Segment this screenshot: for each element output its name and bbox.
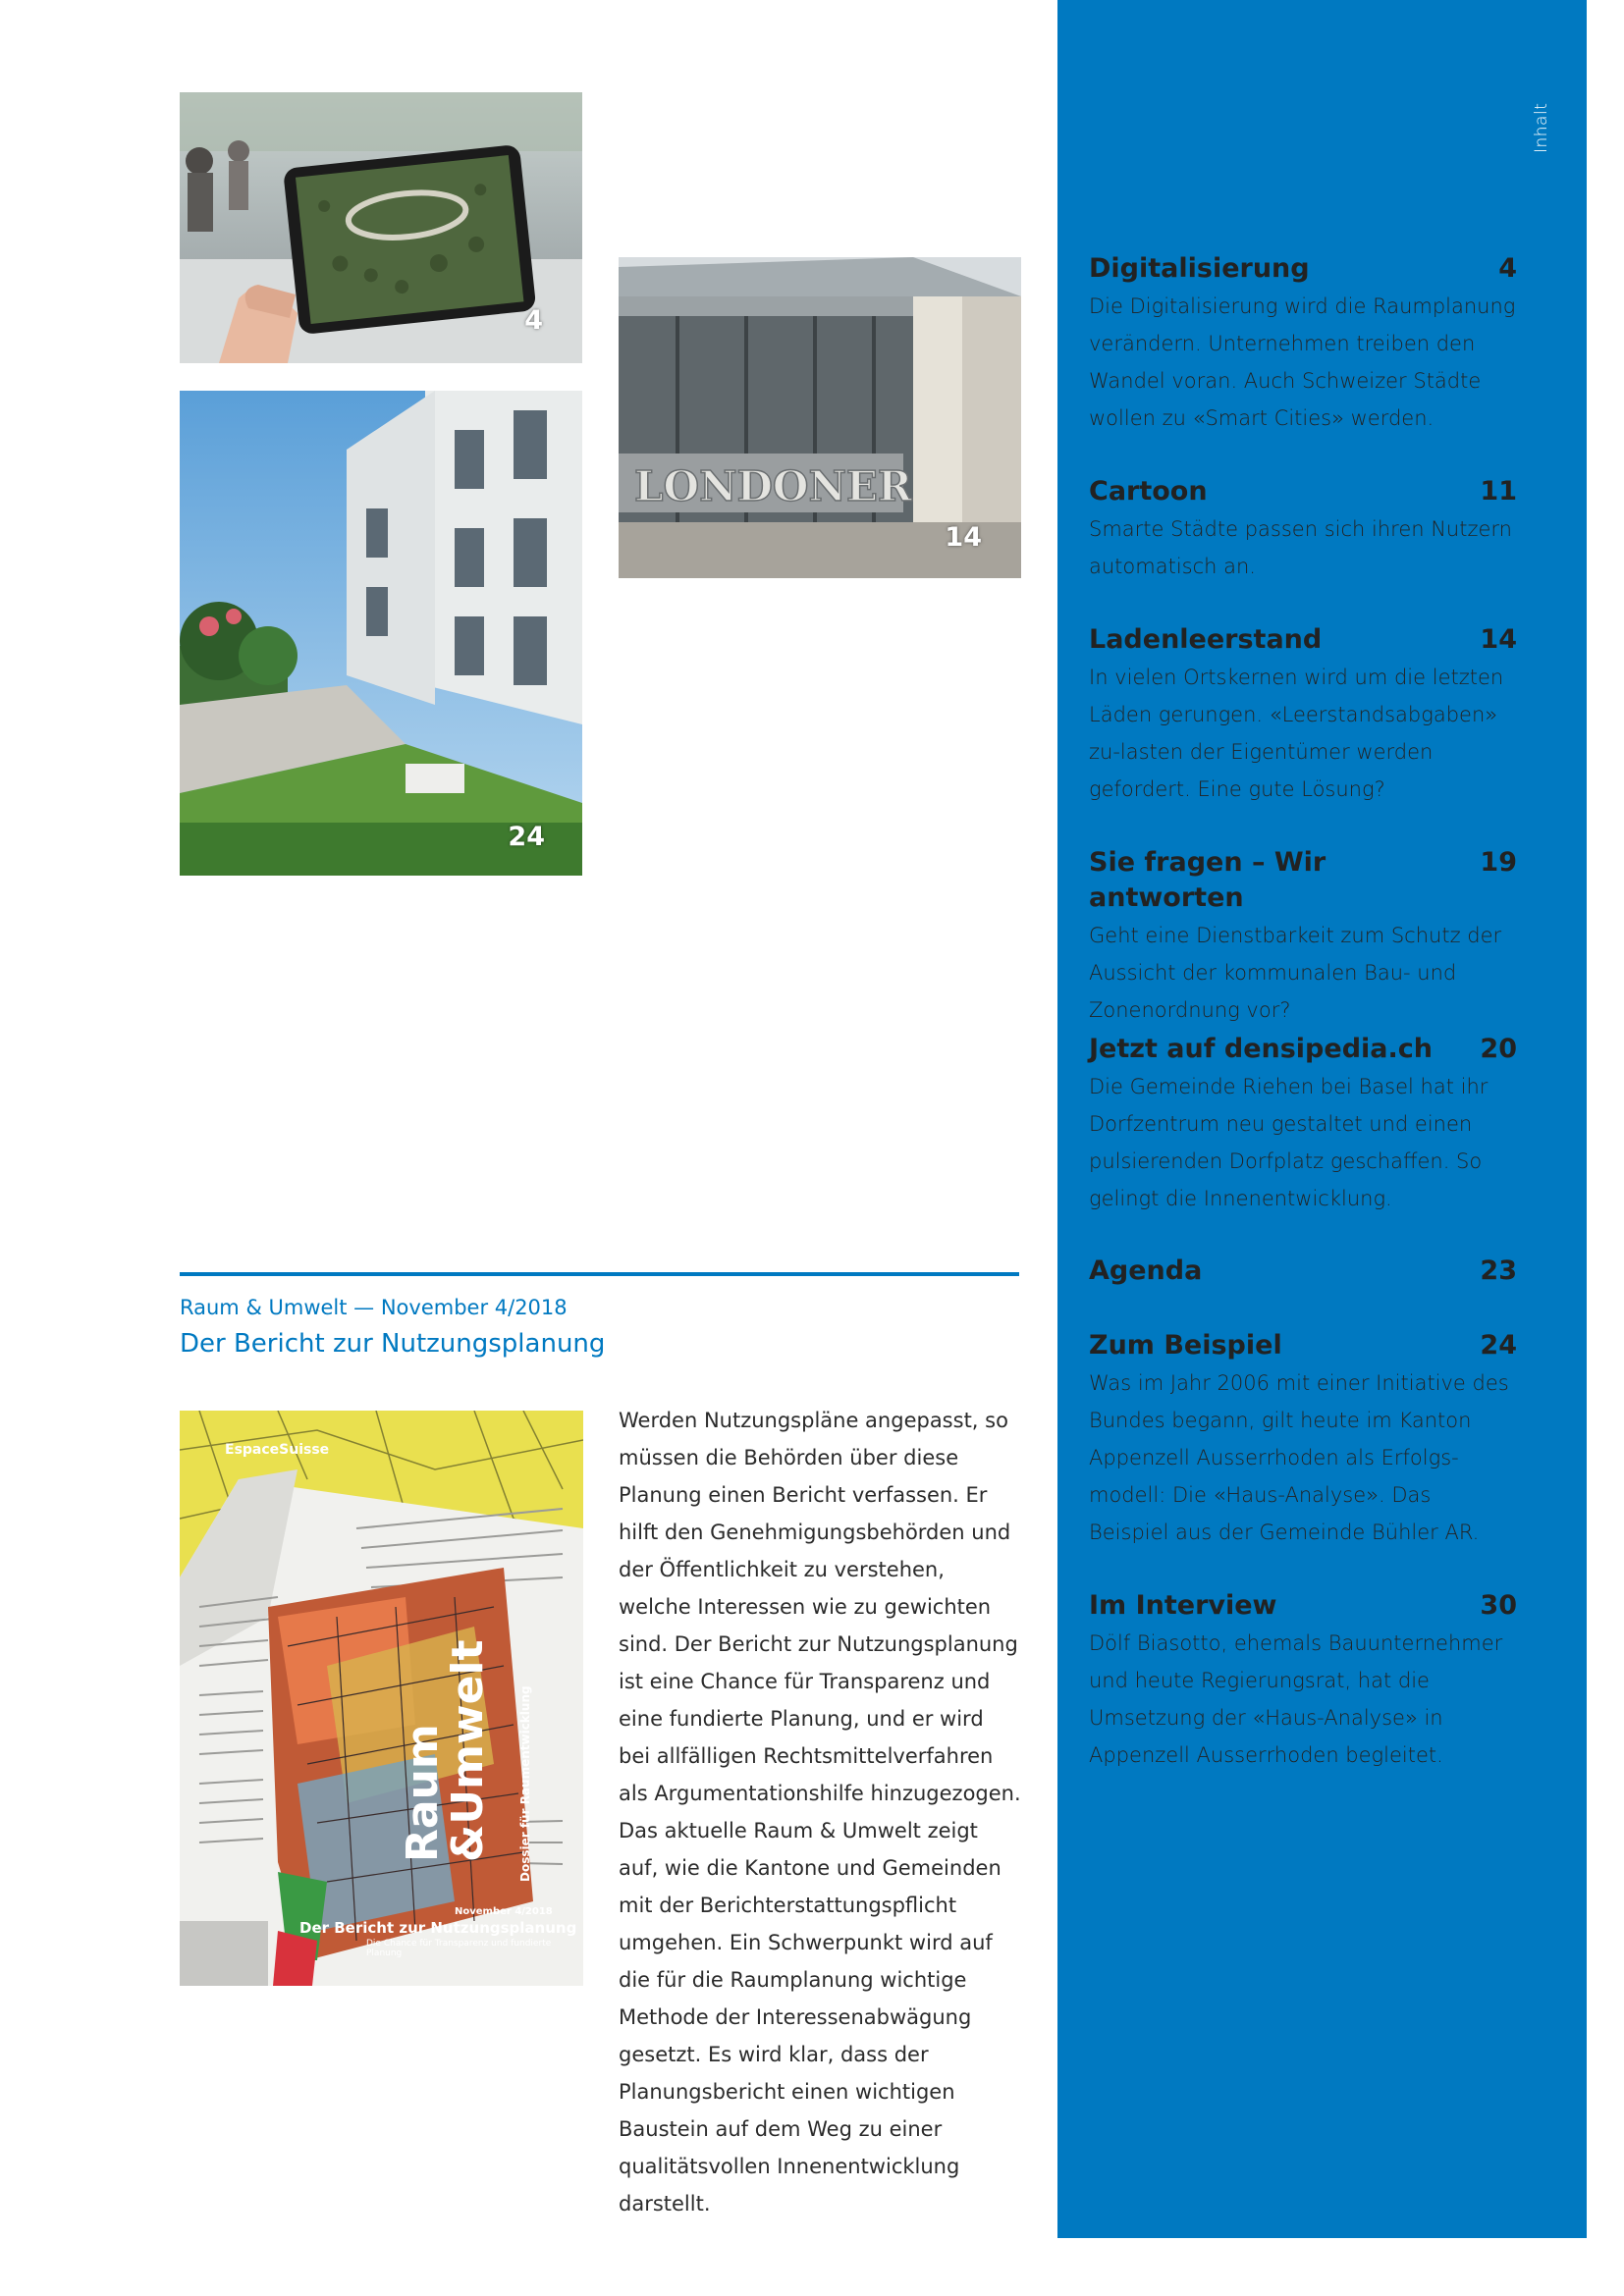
toc-page-number: 14 — [1480, 624, 1517, 655]
toc-page-number: 24 — [1480, 1330, 1517, 1361]
toc-title: Zum Beispiel — [1089, 1330, 1282, 1361]
toc-description: Geht eine Dienstbarkeit zum Schutz der Aussicht der kommunalen Bau- und Zonenordnung vor? — [1089, 924, 1502, 1022]
photo-tablet-ar — [180, 92, 582, 363]
toc-entry-cartoon[interactable] — [1089, 474, 1517, 585]
toc-page-number: 19 — [1480, 847, 1517, 878]
toc-entry-digitalisierung[interactable] — [1089, 251, 1517, 437]
storefront-sign: LONDONER — [634, 462, 912, 510]
toc-description: Die Gemeinde Riehen bei Basel hat ihr Dorfzentrum neu gestaltet und einen pulsierenden Dorfplatz geschaffen. So gelingt die Innenentwicklung. — [1089, 1075, 1489, 1210]
photo-houses-street — [180, 391, 582, 876]
toc-title: Ladenleerstand — [1089, 624, 1323, 655]
toc-description: Smarte Städte passen sich ihren Nutzern automatisch an. — [1089, 517, 1512, 578]
photo-tablet-page-number: 4 — [524, 305, 543, 336]
article-headline[interactable]: Der Bericht zur Nutzungsplanung — [180, 1329, 606, 1359]
toc-description: Die Digitalisierung wird die Raumplanung verändern. Unternehmen treiben den Wandel voran. Auch Schweizer Städte wollen zu «Smart Cities» werden. — [1089, 294, 1516, 430]
toc-description: Dölf Biasotto, ehemals Bauunternehmer und heute Regierungsrat, hat die Umsetzung der «Haus-Analyse» in Appenzell Ausserrhoden begleitet. — [1089, 1631, 1503, 1767]
toc-page-number: 30 — [1480, 1590, 1517, 1621]
toc-entry-ladenleerstand[interactable] — [1089, 622, 1517, 808]
photo-storefront-page-number: 14 — [945, 522, 982, 553]
toc-description: In vielen Ortskernen wird um die letzten Läden gerungen. «Leerstandsabgaben» zu-lasten der Eigentümer werden gefordert. Eine gute Lösung? — [1089, 666, 1504, 801]
article-kicker: Raum & Umwelt — November 4/2018 — [180, 1296, 568, 1319]
cover-title: Raum &Umwelt — [398, 1639, 493, 1862]
toc-entry-sie-fragen[interactable] — [1089, 845, 1517, 1029]
toc-page-number: 4 — [1498, 253, 1517, 284]
toc-title: Sie fragen – Wir antworten — [1089, 847, 1326, 913]
toc-title: Jetzt auf densipedia.ch — [1089, 1034, 1433, 1064]
section-divider — [180, 1272, 1019, 1276]
toc-page-number: 11 — [1480, 476, 1517, 507]
magazine-cover-image — [180, 1411, 583, 1986]
toc-title: Digitalisierung — [1089, 253, 1310, 284]
article-body: Werden Nutzungspläne angepasst, so müssen die Behörden über diese Planung einen Bericht verfassen. Er hilft den Genehmigungsbehörden und der Öffentlichkeit zu verstehen, welche Interessen wie zu gewichten sind. Der Bericht zur Nutzungsplanung ist eine Chance für Transparenz und eine fundierte Planung, und er wird bei allfälligen Rechtsmittelverfahren als Argumentationshilfe hinzugezogen. Das aktuelle Raum & Umwelt zeigt auf, wie die Kantone und Gemeinden mit der Berichterstattungspflicht umgehen. Ein Schwerpunkt wird auf die für die Raumplanung wichtige Methode der Interessenabwägung gesetzt. Es wird klar, dass der Planungsbericht einen wichtigen Baustein auf dem Weg zu einer qualitätsvollen Innenentwicklung darstellt. — [619, 1409, 1021, 2216]
toc-entry-densipedia[interactable] — [1089, 1032, 1517, 1217]
toc-entry-agenda[interactable] — [1089, 1254, 1517, 1289]
cover-brand: EspaceSuisse — [225, 1442, 330, 1458]
toc-description: Was im Jahr 2006 mit einer Initiative des Bundes begann, gilt heute im Kanton Appenzell Ausserrhoden als Erfolgs-modell: Die «Haus-Analyse». Das Beispiel aus der Gemeinde Bühler AR. — [1089, 1371, 1509, 1544]
cover-issue: November 4/2018 — [455, 1906, 553, 1917]
toc-label: Inhalt — [1532, 102, 1551, 153]
cover-tagline: Die Chance für Transparenz und fundierte Planung — [366, 1939, 552, 1958]
toc-entry-zum-beispiel[interactable] — [1089, 1328, 1517, 1551]
photo-storefront — [619, 257, 1021, 578]
cover-headline: Der Bericht zur Nutzungsplanung — [299, 1919, 577, 1937]
toc-title: Agenda — [1089, 1255, 1203, 1286]
toc-title: Cartoon — [1089, 476, 1208, 507]
toc-entry-im-interview[interactable] — [1089, 1588, 1517, 1774]
photo-houses-page-number: 24 — [508, 822, 545, 852]
toc-page-number: 20 — [1480, 1034, 1517, 1064]
toc-page-number: 23 — [1480, 1255, 1517, 1286]
toc-title: Im Interview — [1089, 1590, 1277, 1621]
cover-subtitle: Dossier für Raumentwicklung — [518, 1685, 532, 1882]
